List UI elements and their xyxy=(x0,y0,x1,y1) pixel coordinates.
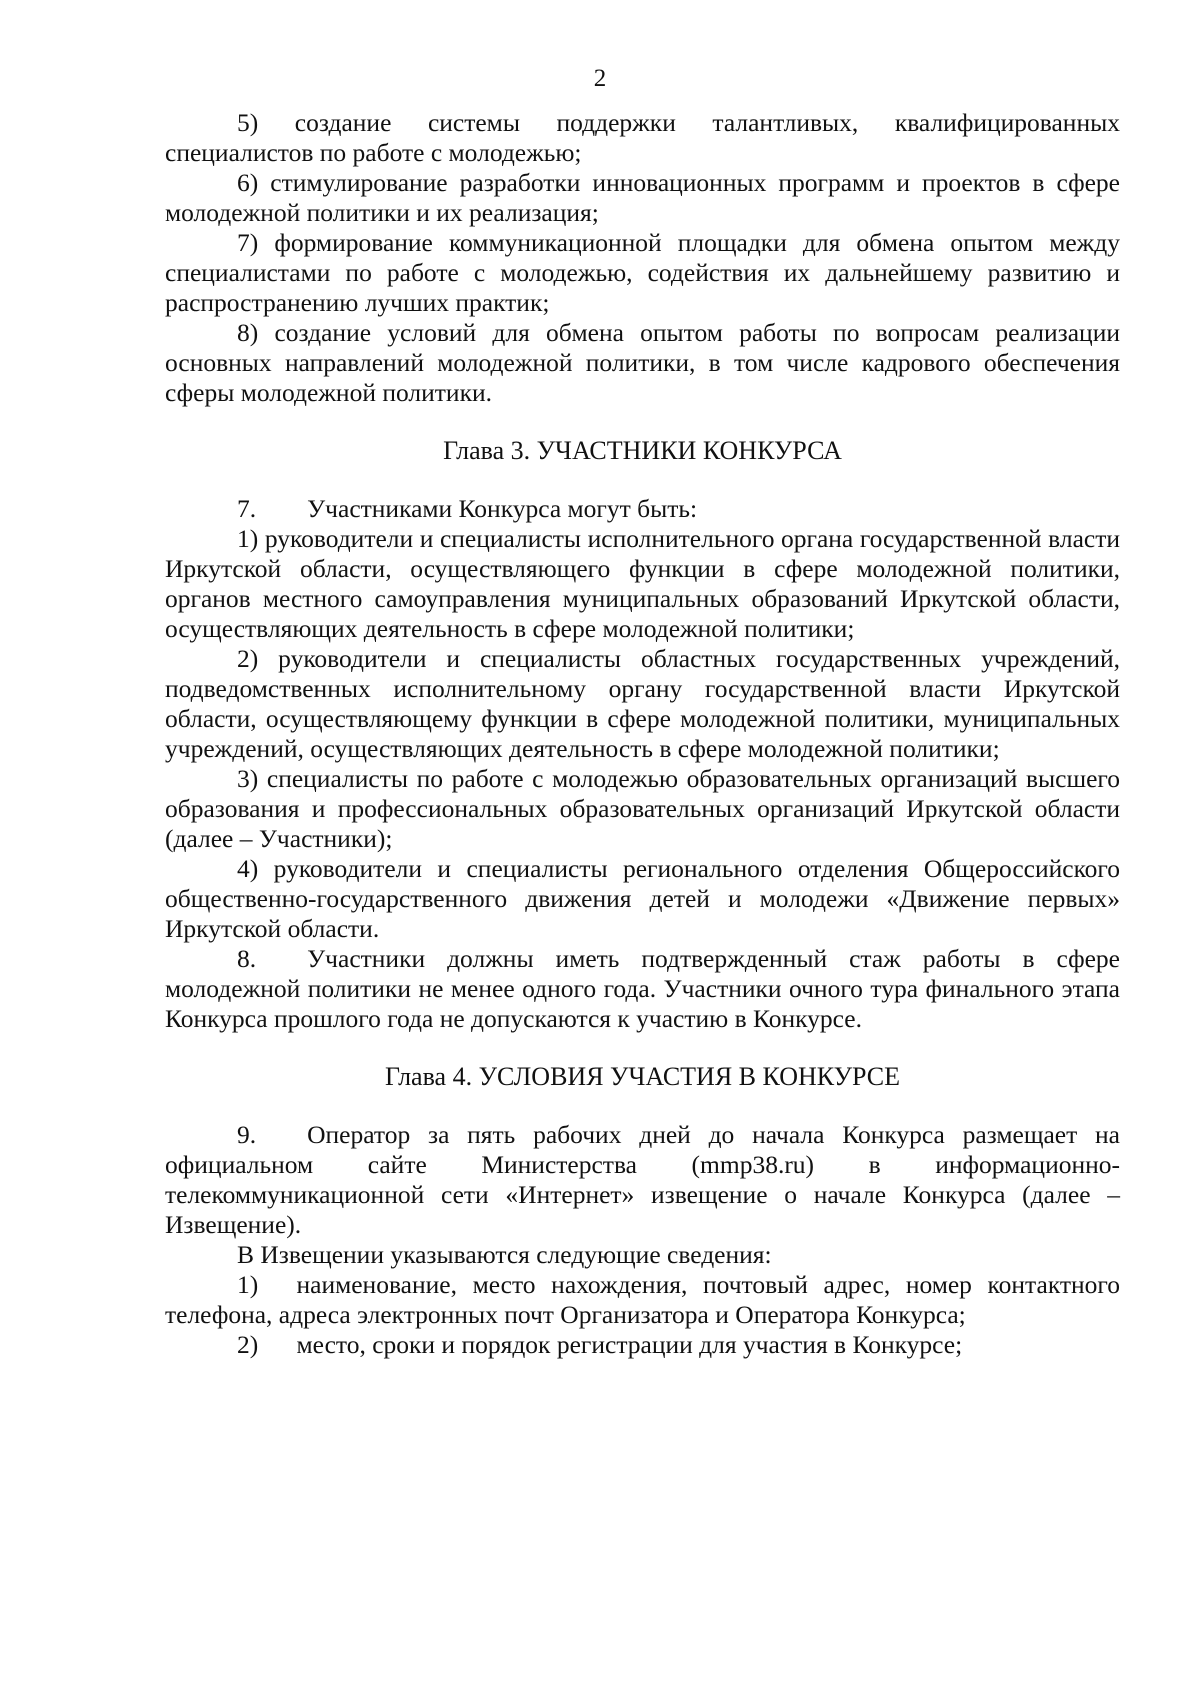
clause-7-item-1: 1) руководители и специалисты исполнительного органа государственной власти Иркутской области, осуществляющего функции в сфере молодежной политики, органов местного самоуправления муниципальных образований Иркутской области, осуществляющих деятельность в сфере молодежной политики; xyxy=(165,524,1120,643)
notice-item-1: 1) наименование, место нахождения, почтовый адрес, номер контактного телефона, адреса электронных почт Организатора и Оператора Конкурса; xyxy=(165,1270,1120,1329)
clause-7-item-4: 4) руководители и специалисты регионального отделения Общероссийского общественно-государственного движения детей и молодежи «Движение первых» Иркутской области. xyxy=(165,854,1120,943)
clause-7-item-2: 2) руководители и специалисты областных государственных учреждений, подведомственных исполнительному органу государственной власти Иркутской области, осуществляющему функции в сфере молодежной политики, муниципальных учреждений, осуществляющих деятельность в сфере молодежной политики; xyxy=(165,644,1120,763)
clause-8: 8. Участники должны иметь подтвержденный стаж работы в сфере молодежной политики не менее одного года. Участники очного тура финального этапа Конкурса прошлого года не допускаются к участию в Конкурсе. xyxy=(165,944,1120,1033)
notice-intro: В Извещении указываются следующие сведения: xyxy=(237,1240,772,1269)
chapter-3-heading: Глава 3. УЧАСТНИКИ КОНКУРСА xyxy=(443,436,842,465)
clause-7-item-3: 3) специалисты по работе с молодежью образовательных организаций высшего образования и профессиональных образовательных организаций Иркутской области (далее – Участники); xyxy=(165,764,1120,853)
paragraph-item-6: 6) стимулирование разработки инновационных программ и проектов в сфере молодежной политики и их реализация; xyxy=(165,168,1120,227)
clause-9: 9. Оператор за пять рабочих дней до начала Конкурса размещает на официальном сайте Министерства (mmp38.ru) в информационно-телекоммуникационной сети «Интернет» извещение о начале Конкурса (далее – Извещение). xyxy=(165,1120,1120,1239)
page-number: 2 xyxy=(593,65,607,92)
document-body xyxy=(165,108,1120,1360)
clause-7: 7. Участниками Конкурса могут быть: xyxy=(237,494,698,523)
notice-item-2: 2) место, сроки и порядок регистрации для участия в Конкурсе; xyxy=(237,1330,963,1359)
paragraph-item-5: 5) создание системы поддержки талантливых, квалифицированных специалистов по работе с молодежью; xyxy=(165,108,1120,167)
paragraph-item-8: 8) создание условий для обмена опытом работы по вопросам реализации основных направлений молодежной политики, в том числе кадрового обеспечения сферы молодежной политики. xyxy=(165,318,1120,407)
chapter-4-heading: Глава 4. УСЛОВИЯ УЧАСТИЯ В КОНКУРСЕ xyxy=(385,1062,900,1091)
paragraph-item-7: 7) формирование коммуникационной площадки для обмена опытом между специалистами по работе с молодежью, содействия их дальнейшему развитию и распространению лучших практик; xyxy=(165,228,1120,317)
